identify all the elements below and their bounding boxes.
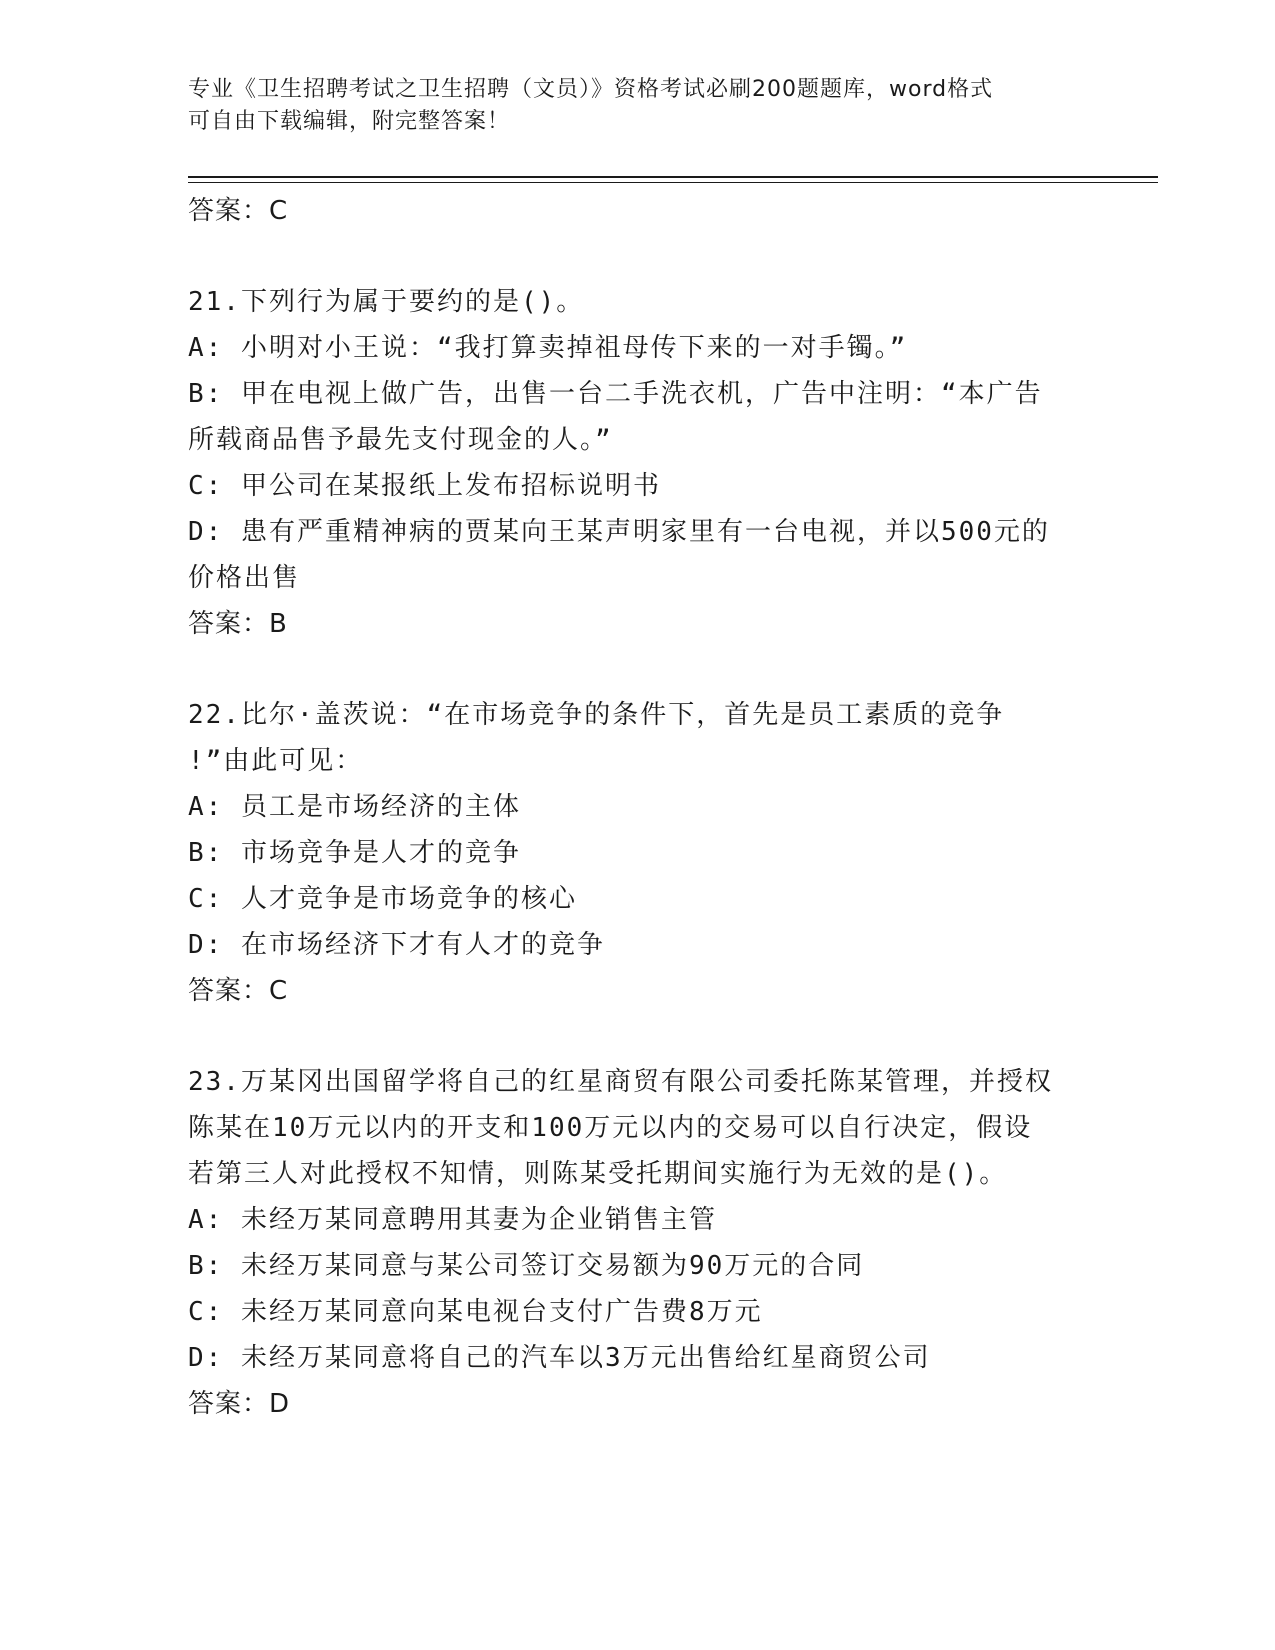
question-22 [188,692,1088,1014]
spacer [188,647,1088,692]
answer: 答案：C [188,976,289,1006]
option-b-continued: 所载商品售予最先支付现金的人。” [188,425,613,455]
option-a: A: 小明对小王说：“我打算卖掉祖母传下来的一对手镯。” [188,333,908,363]
option-d: D: 患有严重精神病的贾某向王某声明家里有一台电视，并以500元的 [188,517,1050,547]
option-d: D: 未经万某同意将自己的汽车以3万元出售给红星商贸公司 [188,1343,931,1373]
option-c: C: 未经万某同意向某电视台支付广告费8万元 [188,1297,763,1327]
answer: 答案：B [188,609,288,639]
spacer [188,1014,1088,1059]
question-stem-continued: 若第三人对此授权不知情，则陈某受托期间实施行为无效的是()。 [188,1159,1008,1189]
question-23 [188,1059,1088,1427]
option-a: A: 未经万某同意聘用其妻为企业销售主管 [188,1205,717,1235]
option-b: B: 甲在电视上做广告，出售一台二手洗衣机，广告中注明：“本广告 [188,379,1043,409]
header-divider-thick [188,176,1158,178]
question-stem: 22.比尔·盖茨说：“在市场竞争的条件下，首先是员工素质的竞争 [188,700,1005,730]
question-list [188,188,1088,1427]
header-divider-thin [188,182,1158,183]
previous-answer: 答案：C [188,196,289,226]
option-b: B: 未经万某同意与某公司签订交易额为90万元的合同 [188,1251,865,1281]
option-a: A: 员工是市场经济的主体 [188,792,521,822]
header-title-line-2: 可自由下载编辑，附完整答案！ [188,109,511,134]
question-stem-continued: !”由此可见： [188,746,364,776]
option-c: C: 甲公司在某报纸上发布招标说明书 [188,471,661,501]
option-b: B: 市场竞争是人才的竞争 [188,838,521,868]
option-d-continued: 价格出售 [188,563,301,593]
page-header [188,74,1068,138]
question-stem: 23.万某冈出国留学将自己的红星商贸有限公司委托陈某管理，并授权 [188,1067,1053,1097]
answer: 答案：D [188,1389,291,1419]
question-stem-continued: 陈某在10万元以内的开支和100万元以内的交易可以自行决定，假设 [188,1113,1033,1143]
spacer [188,234,1088,279]
option-c: C: 人才竞争是市场竞争的核心 [188,884,577,914]
option-d: D: 在市场经济下才有人才的竞争 [188,930,605,960]
header-title-line-1: 专业《卫生招聘考试之卫生招聘（文员）》资格考试必刷200题题库，word格式 [188,77,994,102]
question-21 [188,279,1088,647]
question-stem: 21.下列行为属于要约的是()。 [188,287,585,317]
